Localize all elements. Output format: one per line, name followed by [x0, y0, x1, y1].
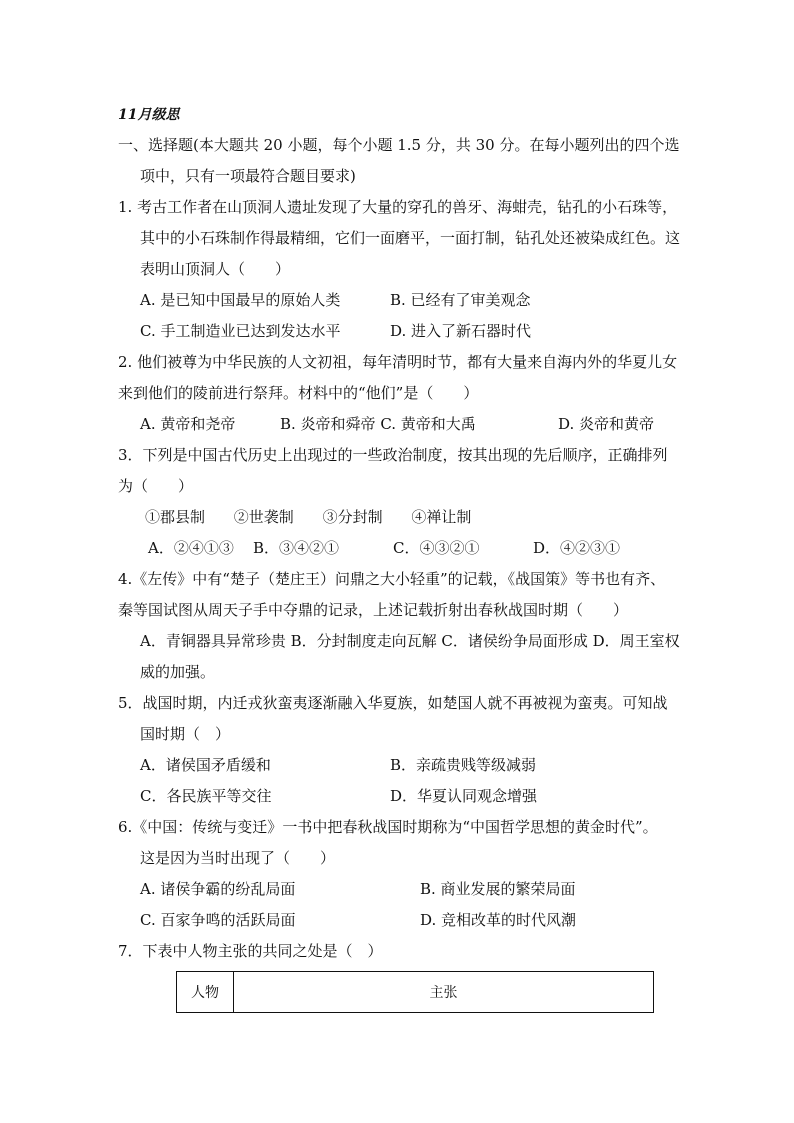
q6-options-row1: [118, 874, 718, 905]
q1-options-row1: [118, 285, 718, 316]
q3-option-c: C．④③②①: [393, 539, 480, 557]
q1-option-d: D. 进入了新石器时代: [390, 322, 532, 340]
q1-stem-line3: 表明山顶洞人（ ）: [140, 260, 291, 278]
q6-option-a: A. 诸侯争霸的纷乱局面: [140, 880, 296, 898]
q5-option-b: B．亲疏贵贱等级减弱: [390, 756, 537, 774]
q3-option-a: A．②④①③: [148, 539, 234, 557]
q7-stem-line1: 7．下表中人物主张的共同之处是（ ）: [118, 942, 383, 960]
q6-stem-line2: 这是因为当时出现了（ ）: [140, 849, 336, 867]
table-row: [177, 972, 654, 1013]
q4-stem-line2: 秦等国试图从周天子手中夺鼎的记录，上述记载折射出春秋战国时期（ ）: [118, 601, 629, 619]
q6-options-row2: [118, 905, 718, 936]
exam-content: [118, 100, 718, 967]
q1-option-a: A. 是已知中国最早的原始人类: [140, 291, 341, 309]
q2-option-bc: B. 炎帝和舜帝 C. 黄帝和大禹: [280, 415, 476, 433]
q3-stem-line1: 3．下列是中国古代历史上出现过的一些政治制度，按其出现的先后顺序，正确排列: [118, 446, 668, 464]
q7-table: [176, 971, 654, 1013]
q5-option-a: A．诸侯国矛盾缓和: [140, 756, 271, 774]
q3-options-row: [118, 533, 718, 564]
q7-table-header-claim: 主张: [234, 972, 654, 1013]
page-header: 11月级思: [118, 107, 180, 123]
q6-stem-line1: 6.《中国：传统与变迁》一书中把春秋战国时期称为“中国哲学思想的黄金时代”。: [118, 818, 658, 836]
q4-options-line2: 威的加强。: [140, 663, 216, 681]
q6-option-b: B. 商业发展的繁荣局面: [420, 880, 576, 898]
q7-table-header-person: 人物: [177, 972, 234, 1013]
q2-stem-line2: 来到他们的陵前进行祭拜。材料中的“他们”是（ ）: [118, 384, 479, 402]
q2-option-d: D. 炎帝和黄帝: [558, 415, 655, 433]
q3-item-2: ②世袭制: [233, 508, 294, 526]
q4-options-line1: A．青铜器具异常珍贵 B．分封制度走向瓦解 C．诸侯纷争局面形成 D．周王室权: [140, 632, 680, 650]
q5-stem-line2: 国时期（ ）: [140, 725, 231, 743]
q1-stem-line2: 其中的小石珠制作得最精细，它们一面磨平，一面打制，钻孔处还被染成红色。这: [140, 229, 681, 247]
q3-item-3: ③分封制: [322, 508, 383, 526]
q5-stem-line1: 5．战国时期，内迁戎狄蛮夷逐渐融入华夏族，如楚国人就不再被视为蛮夷。可知战: [118, 694, 668, 712]
q2-stem-line1: 2. 他们被尊为中华民族的人文初祖，每年清明时节，都有大量来自海内外的华夏儿女: [118, 353, 678, 371]
q6-option-d: D. 竞相改革的时代风潮: [420, 911, 577, 929]
q3-item-4: ④禅让制: [411, 508, 472, 526]
q3-option-b: B．③④②①: [253, 539, 340, 557]
q5-options-row2: [118, 781, 718, 812]
q3-item-1: ①郡县制: [145, 508, 206, 526]
q1-option-b: B. 已经有了审美观念: [390, 291, 531, 309]
q1-option-c: C. 手工制造业已达到发达水平: [140, 322, 341, 340]
q2-options-row: [118, 409, 718, 440]
section-instruction-line2: 项中，只有一项最符合题目要求): [140, 167, 356, 185]
q1-stem-line1: 1. 考古工作者在山顶洞人遗址发现了大量的穿孔的兽牙、海蚶壳，钻孔的小石珠等，: [118, 198, 678, 216]
q6-option-c: C. 百家争鸣的活跃局面: [140, 911, 296, 929]
q3-item-list: [118, 502, 718, 533]
q3-option-d: D．④②③①: [533, 539, 621, 557]
q5-options-row1: [118, 750, 718, 781]
q1-options-row2: [118, 316, 718, 347]
q4-stem-line1: 4.《左传》中有“楚子（楚庄王）问鼎之大小轻重”的记载，《战国策》等书也有齐、: [118, 570, 666, 588]
q5-option-d: D．华夏认同观念增强: [390, 787, 538, 805]
q5-option-c: C．各民族平等交往: [140, 787, 272, 805]
section-instruction-line1: 一、选择题(本大题共 20 小题，每个小题 1.5 分，共 30 分。在每小题列出的四个选: [118, 136, 680, 154]
q3-stem-line2: 为（ ）: [118, 477, 194, 495]
q2-option-a: A. 黄帝和尧帝: [140, 415, 236, 433]
